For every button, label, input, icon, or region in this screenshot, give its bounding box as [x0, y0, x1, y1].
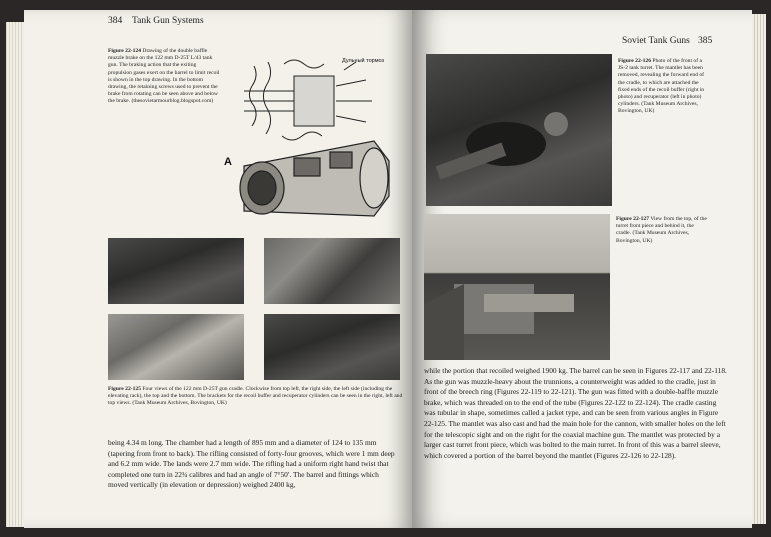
- figure-label: Figure 22-124: [108, 48, 141, 54]
- figure-label: Figure 22-127: [616, 216, 649, 222]
- figure-label: Figure 22-125: [108, 386, 141, 392]
- figure-text: Photo of the front of a JS-2 tank turret. The mantlet has been removed, revealing the forward end of the cradle, to which are attached the fixed ends of the recoil buffer (right in photo) and recuperator (left in photo) cylinders. (Tank Museum Archives, Bovington, UK): [618, 58, 705, 115]
- muzzle-brake-drawing: [224, 46, 404, 246]
- figure-caption-124: [108, 48, 220, 106]
- figure-label: Figure 22-126: [618, 58, 651, 64]
- drawing-label-a: A: [224, 156, 232, 168]
- left-running-head: Tank Gun Systems: [132, 16, 204, 26]
- page-edges-right: [752, 14, 766, 524]
- figure-text: Four views of the 122 mm D-25T gun cradle. Clockwise from top left, the right side, the left side (including the elevating rack), the top and the bottom. The brackets for the recoil buffer and recuperator cylinders can be seen in the right, left and top views. (Tank Museum Archives, Bovington, UK): [108, 386, 403, 407]
- cradle-photo-top: [264, 314, 400, 380]
- right-running-head: Soviet Tank Guns: [622, 36, 690, 46]
- drawing-callout: Дульный тормоз: [342, 58, 385, 64]
- figure-text: View from the top, of the turret front piece and behind it, the cradle. (Tank Museum Archives, Bovington, UK): [616, 216, 707, 244]
- turret-top-photo: [424, 214, 610, 360]
- left-page-number: 384: [108, 16, 123, 26]
- cradle-photo-bottom: [108, 314, 244, 380]
- figure-caption-125: [108, 386, 404, 408]
- figure-caption-127: [616, 216, 708, 245]
- page-edges-left: [6, 22, 24, 527]
- cradle-photo-left-side: [264, 238, 400, 304]
- right-page: [412, 10, 752, 528]
- turret-front-photo: [426, 54, 612, 206]
- figure-caption-126: [618, 58, 710, 116]
- right-page-number: 385: [698, 36, 713, 46]
- left-body-text: being 4.34 m long. The chamber had a length of 895 mm and a diameter of 124 to 135 mm (tapering from front to back). The rifling consisted of forty-four grooves, which were 1 mm deep and 6.2 mm wide. The lands were 2.7 mm wide. The rifling had a uniform right hand twist that completed one turn in 22¾ calibres and had an angle of 7°50′. The barrel and fittings which moved vertically (in elevation or depression) weighed 2400 kg,: [108, 438, 395, 490]
- figure-text: Drawing of the double baffle muzzle brake on the 122 mm D-25T L/43 tank gun. The braking action that the exiting propulsion gases exert on the barrel to limit recoil is shown in the top drawing. In the bottom drawing, the retaining screws used to prevent the brake from rotating can be seen above and below the brake. (thesovietarmourblog.blogspot.com): [108, 48, 220, 105]
- left-page: [24, 10, 412, 528]
- right-body-text: while the portion that recoiled weighed 1900 kg. The barrel can be seen in Figures 22-117 and 22-118. As the gun was muzzle-heavy about the trunnions, a counterweight was added to the cradle, just in front of the breech ring (Figures 22-119 to 22-121). The gun was fitted with a double-baffle muzzle brake, which was threaded on to the end of the tube (Figures 22-122 to 22-124). The cradle casting was tubular in shape, sometimes called a jacket type, and can be seen from various angles in Figure 22-125. The mantlet was also cast and had the main hole for the cannon, with smaller holes on the left for the telescopic sight and on the right for the coaxial machine gun. The mantlet was protected by a larger cast turret front piece, which was bolted to the main turret. In front of this was a barrel sleeve, which covered a portion of the barrel beyond the mantlet (Figures 22-126 to 22-128).: [424, 366, 727, 460]
- cradle-photo-right-side: [108, 238, 244, 304]
